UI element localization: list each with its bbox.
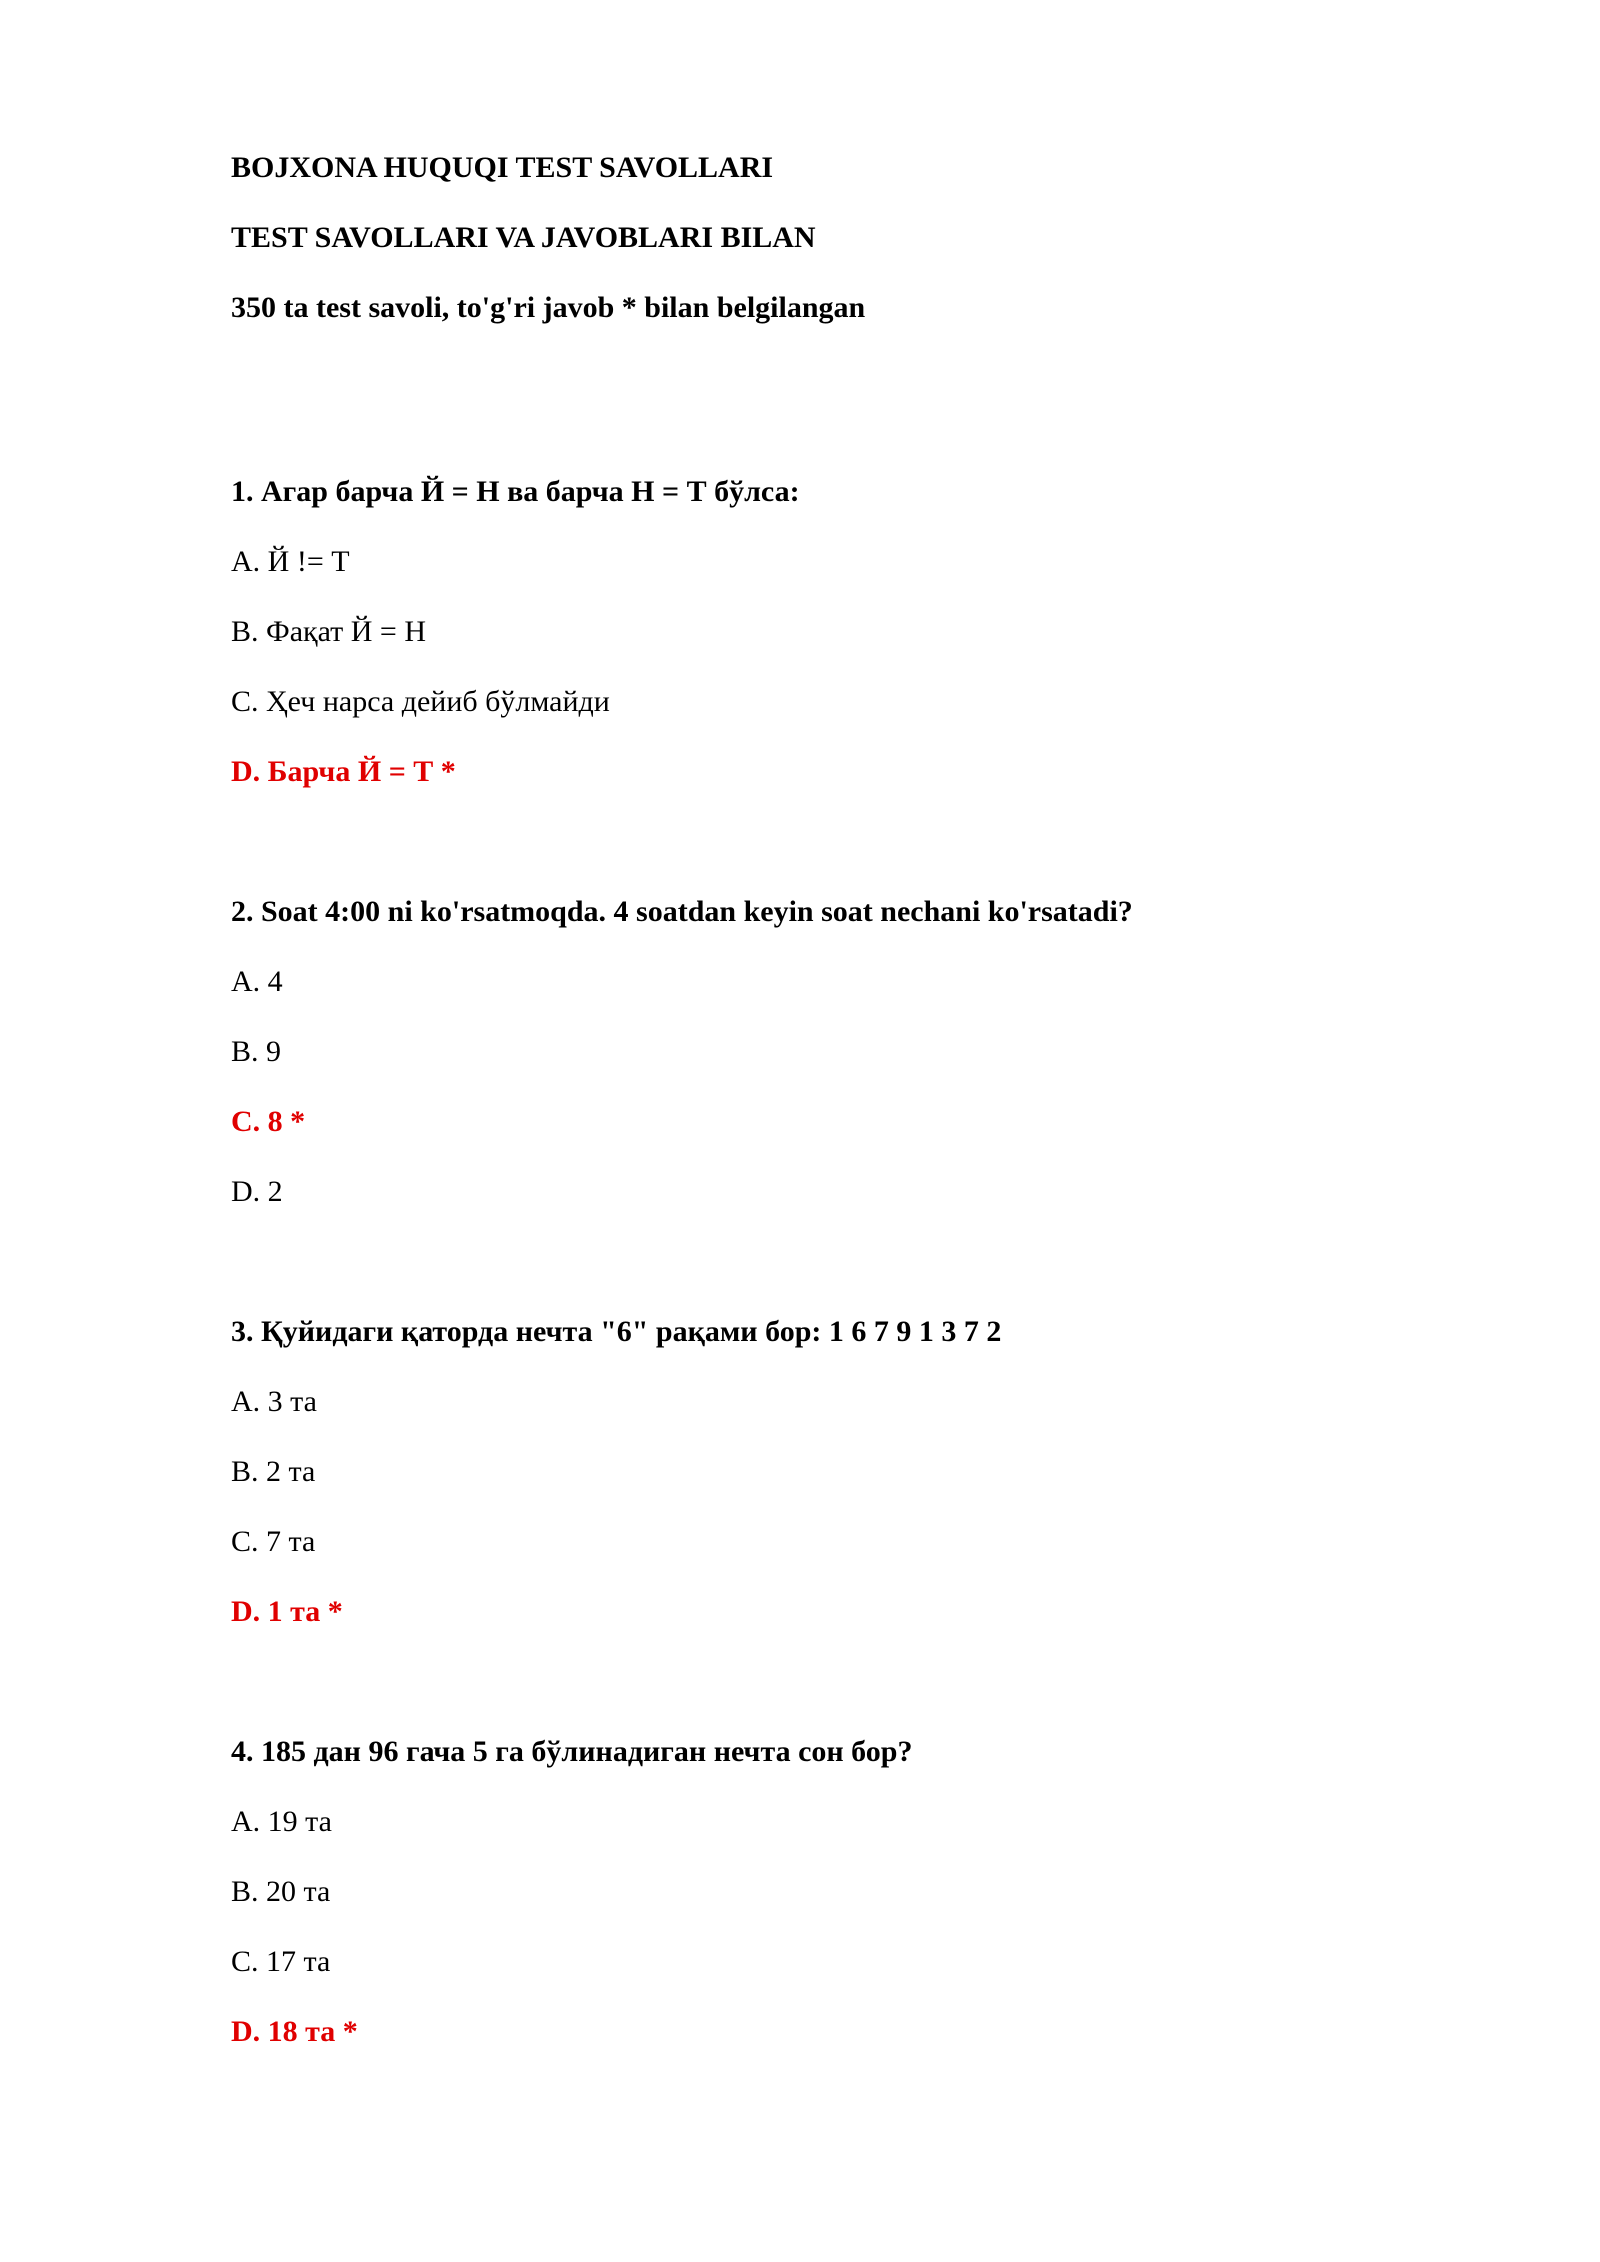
- document-note: 350 ta test savoli, to'g'ri javob * bilan belgilangan: [231, 291, 866, 324]
- document-page: [231, 150, 1531, 2084]
- answer-option: B. Фақат Й = Н: [231, 615, 426, 648]
- correct-answer-option: D. 18 та *: [231, 2015, 358, 2048]
- question-spacer: [231, 1664, 1531, 1734]
- answer-option: A. Й != Т: [231, 545, 350, 578]
- header-spacer: [231, 326, 1531, 474]
- question-text: 3. Қуйидаги қаторда нечта "6" рақами бор: 1 6 7 9 1 3 7 2: [231, 1315, 1002, 1348]
- question-block: [231, 1314, 1531, 1630]
- question-block: [231, 474, 1531, 790]
- document-subtitle: TEST SAVOLLARI VA JAVOBLARI BILAN: [231, 221, 816, 254]
- question-spacer: [231, 1244, 1531, 1314]
- answer-option: B. 9: [231, 1035, 282, 1068]
- answer-option: B. 20 та: [231, 1875, 331, 1908]
- answer-option: D. 2: [231, 1175, 283, 1208]
- answer-option: B. 2 та: [231, 1455, 316, 1488]
- answer-option: C. Ҳеч нарса дейиб бўлмайди: [231, 685, 610, 718]
- document-title: BOJXONA HUQUQI TEST SAVOLLARI: [231, 151, 774, 184]
- correct-answer-option: C. 8 *: [231, 1105, 306, 1138]
- question-block: [231, 1734, 1531, 2050]
- answer-option: A. 3 та: [231, 1385, 317, 1418]
- question-text: 1. Агар барча Й = Н ва барча Н = Т бўлса:: [231, 475, 800, 508]
- question-text: 2. Soat 4:00 ni ko'rsatmoqda. 4 soatdan keyin soat nechani ko'rsatadi?: [231, 895, 1133, 928]
- correct-answer-option: D. 1 та *: [231, 1595, 343, 1628]
- answer-option: A. 19 та: [231, 1805, 332, 1838]
- question-block: [231, 894, 1531, 1210]
- question-spacer: [231, 824, 1531, 894]
- correct-answer-option: D. Барча Й = Т *: [231, 755, 456, 788]
- question-text: 4. 185 дан 96 гача 5 га бўлинадиган нечта сон бор?: [231, 1735, 913, 1768]
- answer-option: A. 4: [231, 965, 283, 998]
- answer-option: C. 7 та: [231, 1525, 316, 1558]
- answer-option: C. 17 та: [231, 1945, 331, 1978]
